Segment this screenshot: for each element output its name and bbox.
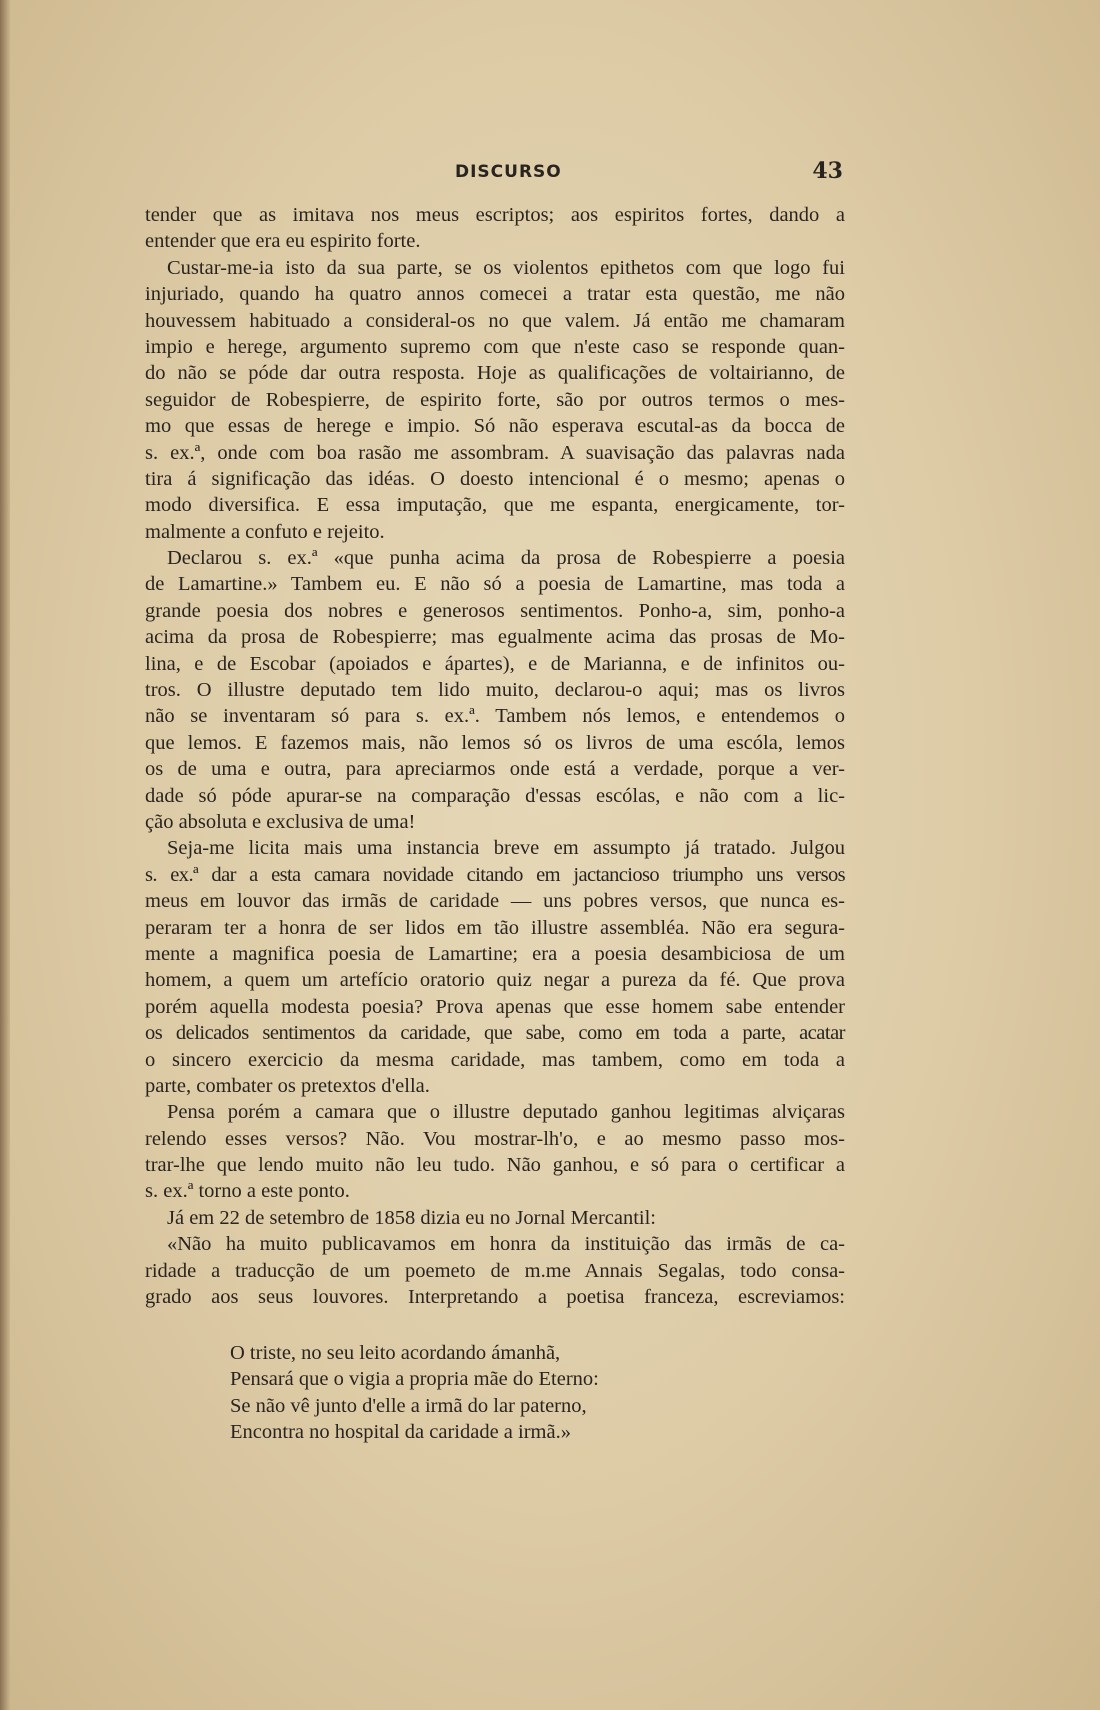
text-line: impio e herege, argumento supremo com que n'este caso se responde quan- bbox=[145, 335, 845, 358]
text-line: tros. O illustre deputado tem lido muito, declarou-o aqui; mas os livros bbox=[145, 679, 845, 702]
poem-line: Pensará que o vigia a propria mãe do Eterno: bbox=[230, 1368, 599, 1391]
text-line: homem, a quem um artefício oratorio quiz negar a pureza da fé. Que prova bbox=[145, 969, 845, 992]
text-line: houvessem habituado a consideral-os no que valem. Já então me chamaram bbox=[145, 309, 845, 332]
running-title: DISCURSO bbox=[455, 162, 562, 182]
text-line: Já em 22 de setembro de 1858 dizia eu no Jornal Mercantil: bbox=[167, 1206, 657, 1229]
text-line: tender que as imitava nos meus escriptos; aos espiritos fortes, dando a bbox=[145, 204, 845, 226]
text-line: Pensa porém a camara que o illustre deputado ganhou legitimas alviçaras bbox=[167, 1101, 845, 1124]
page-spine-shadow bbox=[0, 0, 10, 1710]
text-line: ção absoluta e exclusiva de uma! bbox=[145, 810, 416, 833]
text-line: s. ex.ª torno a este ponto. bbox=[145, 1180, 350, 1203]
text-line: relendo esses versos? Não. Vou mostrar-lh'o, e ao mesmo passo mos- bbox=[145, 1127, 845, 1150]
text-line: dade só póde apurar-se na comparação d'essas escólas, e não com a lic- bbox=[145, 784, 845, 807]
body-text bbox=[145, 202, 845, 1310]
text-line: tira á significação das idéas. O doesto intencional é o mesmo; apenas o bbox=[145, 467, 845, 490]
text-line: injuriado, quando ha quatro annos comecei a tratar esta questão, me não bbox=[145, 283, 845, 306]
text-line: de Lamartine.» Tambem eu. E não só a poesia de Lamartine, mas toda a bbox=[145, 573, 845, 596]
text-line: malmente a confuto e rejeito. bbox=[145, 520, 385, 543]
text-line: modo diversifica. E essa imputação, que me espanta, energicamente, tor- bbox=[145, 494, 845, 517]
text-line: grande poesia dos nobres e generosos sentimentos. Ponho-a, sim, ponho-a bbox=[145, 599, 845, 622]
text-line: mo que essas de herege e impio. Só não esperava escutal-as da bocca de bbox=[145, 415, 845, 438]
text-line: os de uma e outra, para apreciarmos onde está a verdade, porque a ver- bbox=[145, 758, 845, 781]
poem-stanza bbox=[230, 1340, 790, 1446]
text-line: que lemos. E fazemos mais, não lemos só os livros de uma escóla, lemos bbox=[145, 731, 845, 754]
text-line: porém aquella modesta poesia? Prova apenas que esse homem sabe entender bbox=[145, 995, 845, 1018]
text-line: meus em louvor das irmãs de caridade — uns pobres versos, que nunca es- bbox=[145, 890, 845, 913]
text-line: peraram ter a honra de ser lidos em tão illustre assembléa. Não era segura- bbox=[145, 916, 845, 939]
text-line: entender que era eu espirito forte. bbox=[145, 230, 421, 253]
text-line: o sincero exercicio da mesma caridade, mas tambem, como em toda a bbox=[145, 1048, 845, 1071]
poem-line: O triste, no seu leito acordando ámanhã, bbox=[230, 1342, 561, 1364]
text-line: grado aos seus louvores. Interpretando a poetisa franceza, escreviamos: bbox=[145, 1286, 845, 1309]
text-line: trar-lhe que lendo muito não leu tudo. Não ganhou, e só para o certificar a bbox=[145, 1154, 845, 1177]
text-line: acima da prosa de Robespierre; mas egualmente acima das prosas de Mo- bbox=[145, 626, 845, 649]
text-line: os delicados sentimentos da caridade, que sabe, como em toda a parte, acatar bbox=[145, 1022, 845, 1045]
text-line: não se inventaram só para s. ex.ª. Tambem nós lemos, e entendemos o bbox=[145, 705, 845, 728]
text-line: do não se póde dar outra resposta. Hoje as qualificações de voltairianno, de bbox=[145, 362, 845, 385]
poem-line: Encontra no hospital da caridade a irmã.» bbox=[230, 1421, 571, 1444]
text-line: s. ex.ª, onde com boa rasão me assombram. A suavisação das palavras nada bbox=[145, 441, 845, 464]
text-line: Declarou s. ex.ª «que punha acima da prosa de Robespierre a poesia bbox=[167, 547, 845, 570]
text-line: mente a magnifica poesia de Lamartine; era a poesia desambiciosa de um bbox=[145, 942, 845, 965]
text-line: ridade a traducção de um poemeto de m.me Annais Segalas, todo consa- bbox=[145, 1259, 845, 1282]
text-line: parte, combater os pretextos d'ella. bbox=[145, 1074, 430, 1097]
poem-line: Se não vê junto d'elle a irmã do lar paterno, bbox=[230, 1394, 587, 1417]
text-line: s. ex.ª dar a esta camara novidade citando em jactancioso triumpho uns versos bbox=[145, 863, 845, 886]
text-line: «Não ha muito publicavamos em honra da instituição das irmãs de ca- bbox=[167, 1233, 845, 1256]
text-line: Custar-me-ia isto da sua parte, se os violentos epithetos com que logo fui bbox=[167, 256, 845, 279]
page-number: 43 bbox=[812, 158, 843, 184]
text-line: seguidor de Robespierre, de espirito forte, são por outros termos o mes- bbox=[145, 388, 845, 411]
text-line: Seja-me licita mais uma instancia breve em assumpto já tratado. Julgou bbox=[167, 837, 845, 860]
text-line: lina, e de Escobar (apoiados e ápartes), e de Marianna, e de infinitos ou- bbox=[145, 652, 845, 675]
running-header bbox=[145, 160, 845, 188]
